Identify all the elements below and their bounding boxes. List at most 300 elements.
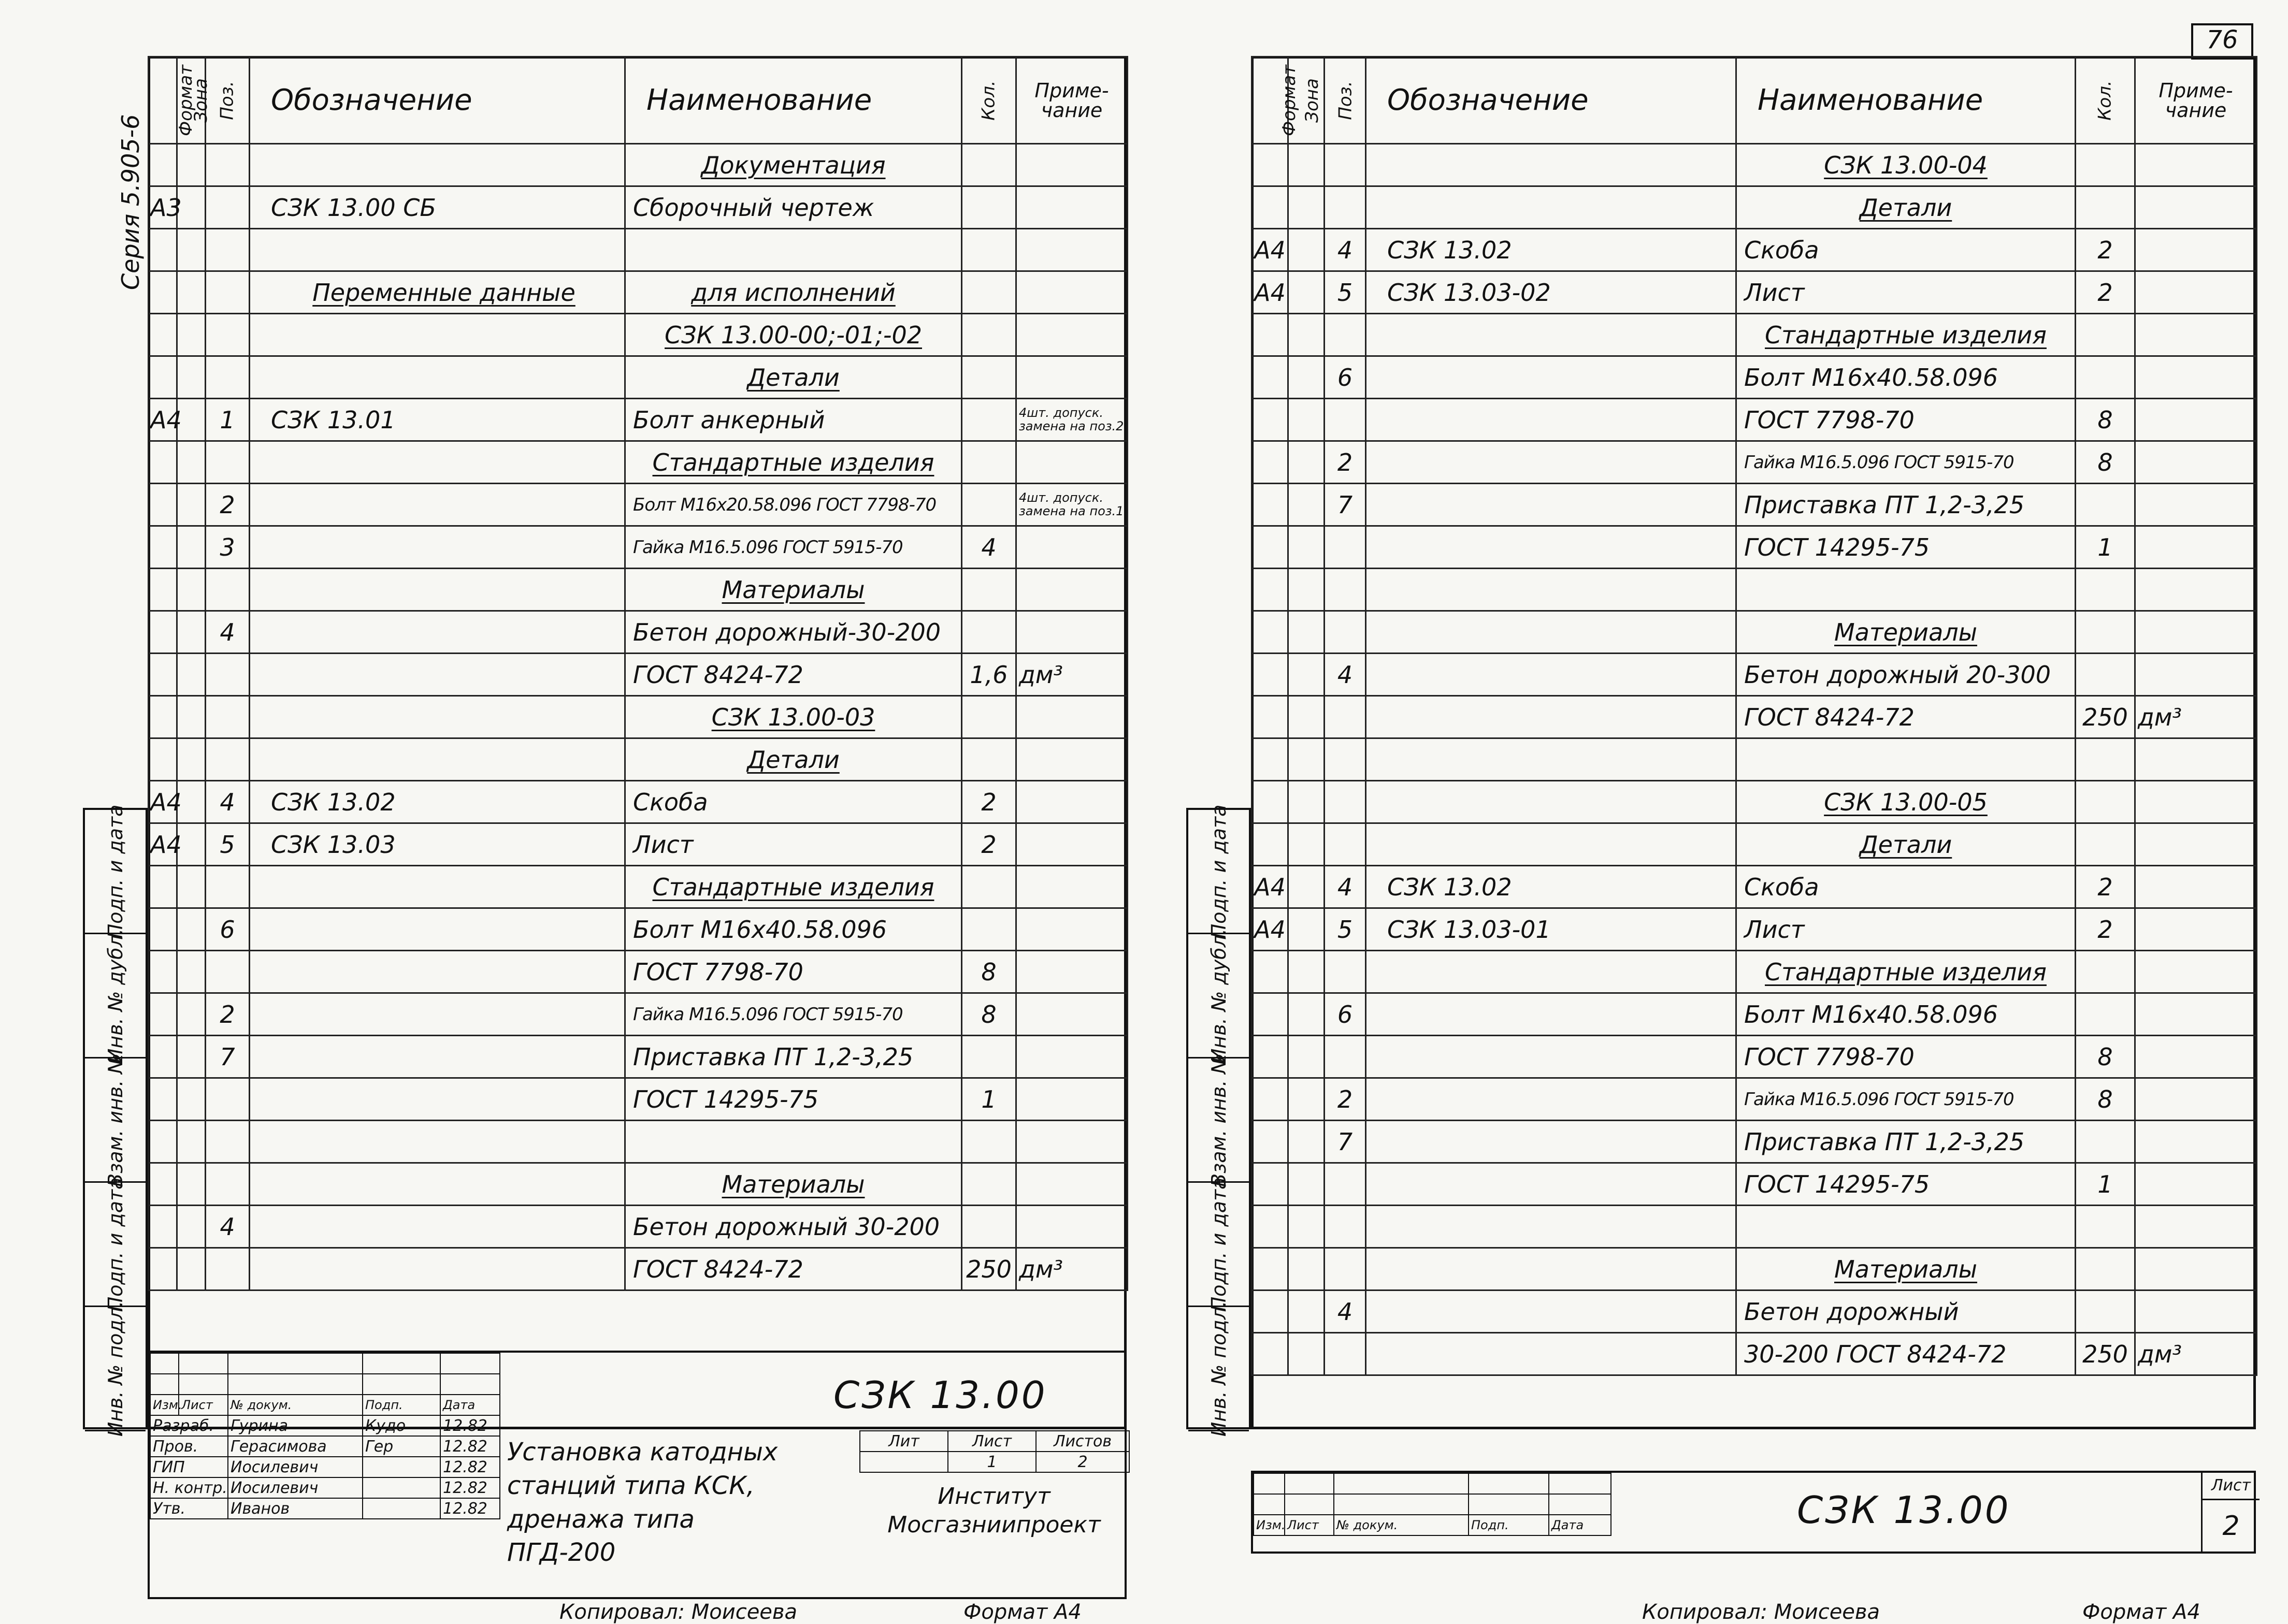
row-designation xyxy=(1366,1121,1736,1163)
table-row xyxy=(149,1036,1128,1078)
row-quantity xyxy=(962,314,1016,356)
row-position xyxy=(1325,526,1366,569)
signature-header-cell: № докум. xyxy=(1334,1515,1469,1535)
row-zone xyxy=(1288,866,1325,908)
left-footer-format: Формат А4 xyxy=(963,1600,1082,1624)
row-zone xyxy=(177,993,206,1036)
revision-cell xyxy=(363,1374,440,1395)
row-format xyxy=(149,356,177,399)
binding-field-label: Инв. № дубл. xyxy=(1207,928,1230,1063)
table-row xyxy=(149,738,1128,781)
row-note xyxy=(1016,144,1128,186)
row-designation: СЗК 13.02 xyxy=(1366,866,1736,908)
row-quantity xyxy=(2076,1206,2135,1248)
binding-field xyxy=(85,804,146,938)
row-designation xyxy=(1366,611,1736,654)
row-zone xyxy=(177,441,206,484)
row-quantity xyxy=(2076,1291,2135,1333)
revision-cell xyxy=(150,1353,179,1374)
sheets-label: Листов xyxy=(1036,1431,1129,1452)
row-name: Детали xyxy=(1736,186,2076,229)
row-name: Болт М16х40.58.096 xyxy=(1736,356,2076,399)
signature-name: Иванов xyxy=(228,1498,363,1519)
header-name xyxy=(625,57,962,144)
row-note xyxy=(2135,1163,2257,1206)
right-spec-table xyxy=(1251,56,2257,1376)
row-note xyxy=(2135,993,2257,1036)
row-zone xyxy=(1288,696,1325,738)
row-designation: СЗК 13.02 xyxy=(1366,229,1736,271)
header-zone-text: Зона xyxy=(190,78,211,123)
header-format-text: Формат xyxy=(175,64,196,136)
table-row xyxy=(1252,271,2257,314)
row-quantity: 8 xyxy=(2076,441,2135,484)
row-quantity xyxy=(962,908,1016,951)
row-designation xyxy=(1366,356,1736,399)
signature-header-cell: Лист xyxy=(1285,1515,1334,1535)
row-quantity xyxy=(962,738,1016,781)
row-position xyxy=(206,1248,250,1291)
row-note xyxy=(2135,1206,2257,1248)
header-designation-text: Обозначение xyxy=(1387,83,1589,117)
row-format xyxy=(1252,186,1288,229)
table-row xyxy=(1252,314,2257,356)
row-quantity xyxy=(962,484,1016,526)
row-quantity: 2 xyxy=(2076,229,2135,271)
table-row xyxy=(149,908,1128,951)
row-zone xyxy=(1288,229,1325,271)
header-format xyxy=(1252,57,1300,144)
row-name xyxy=(1736,1206,2076,1248)
row-designation xyxy=(1366,1163,1736,1206)
signature-header-cell: Дата xyxy=(1549,1515,1611,1535)
signature-header-cell: № докум. xyxy=(228,1395,363,1415)
table-row xyxy=(149,1206,1128,1248)
row-designation xyxy=(250,738,625,781)
signature-sign xyxy=(363,1457,440,1477)
row-quantity xyxy=(962,866,1016,908)
row-note xyxy=(2135,356,2257,399)
row-position: 5 xyxy=(206,823,250,866)
row-note xyxy=(1016,781,1128,823)
header-row xyxy=(149,57,1128,144)
row-note xyxy=(1016,1036,1128,1078)
binding-field xyxy=(85,928,146,1063)
row-zone xyxy=(177,951,206,993)
header-zone-text: Зона xyxy=(1301,78,1322,123)
binding-field xyxy=(1188,1053,1249,1187)
revision-row xyxy=(150,1353,500,1374)
header-note-text: Приме-чание xyxy=(1034,79,1109,122)
signature-date: 12.82 xyxy=(440,1477,500,1498)
row-zone xyxy=(177,356,206,399)
row-note xyxy=(2135,908,2257,951)
table-row xyxy=(1252,526,2257,569)
row-format xyxy=(1252,1078,1288,1121)
row-name: Детали xyxy=(625,738,962,781)
table-row xyxy=(149,1078,1128,1121)
row-name: Болт М16х20.58.096 ГОСТ 7798-70 xyxy=(625,484,962,526)
row-designation: СЗК 13.01 xyxy=(250,399,625,441)
row-note xyxy=(1016,271,1128,314)
row-zone xyxy=(177,1206,206,1248)
row-zone xyxy=(177,654,206,696)
row-quantity xyxy=(962,1163,1016,1206)
row-note xyxy=(2135,271,2257,314)
table-row xyxy=(149,1121,1128,1163)
row-format xyxy=(1252,823,1288,866)
row-designation xyxy=(250,654,625,696)
table-row xyxy=(1252,441,2257,484)
row-format xyxy=(149,738,177,781)
row-position xyxy=(206,229,250,271)
row-zone xyxy=(1288,1248,1325,1291)
table-row xyxy=(1252,484,2257,526)
row-note xyxy=(2135,823,2257,866)
table-row xyxy=(149,484,1128,526)
table-row xyxy=(1252,144,2257,186)
left-spec-table xyxy=(148,56,1128,1291)
row-zone xyxy=(177,908,206,951)
row-name xyxy=(1736,738,2076,781)
header-pos-text: Поз. xyxy=(217,80,238,120)
header-row xyxy=(1252,57,2257,144)
row-position: 4 xyxy=(1325,866,1366,908)
row-zone xyxy=(177,526,206,569)
row-quantity xyxy=(962,186,1016,229)
table-row xyxy=(149,441,1128,484)
row-format xyxy=(149,654,177,696)
signature-row xyxy=(150,1457,500,1477)
table-row xyxy=(1252,1291,2257,1333)
row-name: Приставка ПТ 1,2-3,25 xyxy=(1736,1121,2076,1163)
row-note xyxy=(2135,1121,2257,1163)
row-note xyxy=(1016,908,1128,951)
row-zone xyxy=(1288,1333,1325,1375)
row-position xyxy=(206,738,250,781)
binding-field xyxy=(85,1177,146,1311)
row-quantity: 250 xyxy=(962,1248,1016,1291)
row-quantity: 8 xyxy=(962,951,1016,993)
row-note xyxy=(1016,696,1128,738)
row-note xyxy=(1016,569,1128,611)
row-position xyxy=(1325,399,1366,441)
row-zone xyxy=(1288,186,1325,229)
row-designation xyxy=(1366,993,1736,1036)
row-position xyxy=(1325,738,1366,781)
row-format xyxy=(1252,1163,1288,1206)
header-name-text: Наименование xyxy=(1758,83,1983,117)
row-designation xyxy=(250,356,625,399)
row-format xyxy=(149,908,177,951)
row-designation xyxy=(250,1121,625,1163)
row-designation xyxy=(1366,314,1736,356)
row-quantity xyxy=(2076,314,2135,356)
revision-cell xyxy=(1469,1494,1549,1515)
row-note xyxy=(1016,993,1128,1036)
row-name: Материалы xyxy=(1736,611,2076,654)
sheet-number: 1 xyxy=(948,1452,1036,1472)
row-designation: Переменные данные xyxy=(250,271,625,314)
row-note xyxy=(2135,1078,2257,1121)
row-designation xyxy=(1366,823,1736,866)
row-designation xyxy=(1366,1206,1736,1248)
row-zone xyxy=(177,738,206,781)
row-quantity: 250 xyxy=(2076,696,2135,738)
row-position: 2 xyxy=(206,484,250,526)
table-row xyxy=(1252,951,2257,993)
row-zone xyxy=(177,1248,206,1291)
row-designation xyxy=(1366,441,1736,484)
row-format xyxy=(1252,654,1288,696)
row-position: 6 xyxy=(1325,356,1366,399)
row-position: 4 xyxy=(1325,654,1366,696)
binding-field xyxy=(1188,1300,1249,1437)
revision-cell xyxy=(440,1374,500,1395)
table-row xyxy=(149,186,1128,229)
row-zone xyxy=(1288,654,1325,696)
row-position: 1 xyxy=(206,399,250,441)
binding-field-label: Подп. и дата xyxy=(1207,1177,1230,1311)
signature-role: Пров. xyxy=(150,1436,228,1457)
row-format: А4 xyxy=(149,781,177,823)
table-row xyxy=(149,611,1128,654)
organization: Институт Мосгазниипроект xyxy=(887,1483,1101,1538)
table-row xyxy=(1252,993,2257,1036)
row-zone xyxy=(177,696,206,738)
table-row xyxy=(1252,738,2257,781)
binding-field-label: Взам. инв. № xyxy=(104,1053,127,1187)
row-position xyxy=(206,951,250,993)
signature-name: Иосилевич xyxy=(228,1477,363,1498)
header-name-text: Наименование xyxy=(646,83,872,117)
left-binding-strip xyxy=(83,804,148,1437)
row-zone xyxy=(1288,314,1325,356)
signature-sign: Кудо xyxy=(363,1415,440,1436)
row-quantity xyxy=(2076,484,2135,526)
table-row xyxy=(1252,696,2257,738)
row-position xyxy=(206,271,250,314)
row-position: 4 xyxy=(1325,229,1366,271)
row-name xyxy=(625,1121,962,1163)
row-name xyxy=(1736,569,2076,611)
header-name xyxy=(1736,57,2076,144)
row-note xyxy=(2135,1036,2257,1078)
row-zone xyxy=(1288,144,1325,186)
revision-cell xyxy=(1254,1473,1285,1494)
row-note xyxy=(1016,229,1128,271)
row-designation xyxy=(250,441,625,484)
row-position xyxy=(1325,314,1366,356)
row-format xyxy=(149,314,177,356)
revision-cell xyxy=(440,1353,500,1374)
row-format xyxy=(1252,1248,1288,1291)
row-format xyxy=(1252,144,1288,186)
row-position: 2 xyxy=(206,993,250,1036)
header-designation xyxy=(1366,57,1736,144)
row-quantity: 8 xyxy=(2076,1078,2135,1121)
row-position xyxy=(1325,781,1366,823)
row-quantity xyxy=(2076,611,2135,654)
row-note: дм³ xyxy=(1016,654,1128,696)
row-quantity: 8 xyxy=(962,993,1016,1036)
row-designation xyxy=(1366,696,1736,738)
row-quantity xyxy=(962,271,1016,314)
table-row xyxy=(149,951,1128,993)
signature-header-cell: Изм. xyxy=(1254,1515,1285,1535)
row-name: СЗК 13.00-04 xyxy=(1736,144,2076,186)
signature-sign xyxy=(363,1477,440,1498)
row-format xyxy=(1252,1036,1288,1078)
row-designation: СЗК 13.03-01 xyxy=(1366,908,1736,951)
row-quantity: 1,6 xyxy=(962,654,1016,696)
revision-cell xyxy=(1254,1494,1285,1515)
row-designation xyxy=(1366,526,1736,569)
table-row xyxy=(1252,1333,2257,1375)
row-position xyxy=(1325,823,1366,866)
row-position: 6 xyxy=(1325,993,1366,1036)
row-quantity: 2 xyxy=(962,781,1016,823)
row-name: Лист xyxy=(625,823,962,866)
row-note xyxy=(2135,951,2257,993)
row-zone xyxy=(1288,993,1325,1036)
row-name: Гайка М16.5.096 ГОСТ 5915-70 xyxy=(1736,441,2076,484)
row-position xyxy=(206,144,250,186)
row-position xyxy=(206,866,250,908)
row-format xyxy=(1252,696,1288,738)
row-position: 2 xyxy=(1325,441,1366,484)
table-row xyxy=(1252,229,2257,271)
row-designation xyxy=(1366,654,1736,696)
signature-sign: Гер xyxy=(363,1436,440,1457)
row-position: 3 xyxy=(206,526,250,569)
row-zone xyxy=(1288,1078,1325,1121)
signature-name: Герасимова xyxy=(228,1436,363,1457)
row-format: А4 xyxy=(149,399,177,441)
row-zone xyxy=(1288,271,1325,314)
row-position xyxy=(206,441,250,484)
row-designation xyxy=(1366,1291,1736,1333)
row-designation xyxy=(250,696,625,738)
row-name: Бетон дорожный xyxy=(1736,1291,2076,1333)
table-row xyxy=(1252,1163,2257,1206)
binding-field-label: Взам. инв. № xyxy=(1207,1053,1230,1187)
signature-role: ГИП xyxy=(150,1457,228,1477)
row-name: Детали xyxy=(1736,823,2076,866)
row-zone xyxy=(1288,1163,1325,1206)
row-note xyxy=(2135,144,2257,186)
row-format: А4 xyxy=(1252,908,1288,951)
row-name: Болт анкерный xyxy=(625,399,962,441)
row-note xyxy=(1016,1078,1128,1121)
row-name: Стандартные изделия xyxy=(625,866,962,908)
row-quantity xyxy=(2076,993,2135,1036)
row-position xyxy=(1325,951,1366,993)
row-position: 7 xyxy=(1325,1121,1366,1163)
row-position: 5 xyxy=(1325,271,1366,314)
row-zone xyxy=(1288,951,1325,993)
row-designation xyxy=(250,1036,625,1078)
row-quantity: 4 xyxy=(962,526,1016,569)
header-pos-text: Поз. xyxy=(1335,80,1356,120)
row-designation xyxy=(250,484,625,526)
table-row xyxy=(1252,1206,2257,1248)
signature-header-cell: Изм. xyxy=(150,1395,179,1415)
row-format xyxy=(149,1248,177,1291)
row-position xyxy=(206,1163,250,1206)
revision-cell xyxy=(1285,1473,1334,1494)
row-designation: СЗК 13.03-02 xyxy=(1366,271,1736,314)
row-quantity: 1 xyxy=(2076,1163,2135,1206)
row-format: А4 xyxy=(1252,229,1288,271)
header-format-text: Формат xyxy=(1278,64,1300,136)
right-footer-format: Формат А4 xyxy=(2082,1600,2200,1624)
row-position xyxy=(206,654,250,696)
row-position xyxy=(1325,144,1366,186)
row-designation xyxy=(1366,484,1736,526)
row-format xyxy=(1252,356,1288,399)
row-name: Скоба xyxy=(1736,229,2076,271)
row-name: для исполнений xyxy=(625,271,962,314)
row-quantity xyxy=(962,611,1016,654)
row-zone xyxy=(177,314,206,356)
row-designation xyxy=(1366,1248,1736,1291)
right-sheet-box xyxy=(2201,1473,2260,1552)
row-zone xyxy=(177,1078,206,1121)
row-format xyxy=(149,569,177,611)
right-binding-strip xyxy=(1186,804,1251,1437)
row-quantity xyxy=(2076,1248,2135,1291)
row-format xyxy=(1252,1206,1288,1248)
signature-role: Н. контр. xyxy=(150,1477,228,1498)
signature-row xyxy=(150,1477,500,1498)
row-zone xyxy=(1288,526,1325,569)
row-designation xyxy=(250,144,625,186)
row-note xyxy=(1016,823,1128,866)
row-quantity xyxy=(2076,144,2135,186)
table-row xyxy=(1252,1036,2257,1078)
right-sheet-number: 2 xyxy=(2222,1511,2240,1542)
row-quantity xyxy=(2076,569,2135,611)
row-zone xyxy=(1288,1206,1325,1248)
row-designation xyxy=(250,229,625,271)
table-row xyxy=(149,271,1128,314)
row-format xyxy=(149,993,177,1036)
binding-field xyxy=(1188,804,1249,938)
row-designation: СЗК 13.03 xyxy=(250,823,625,866)
row-format: А4 xyxy=(1252,271,1288,314)
row-name xyxy=(625,229,962,271)
row-designation xyxy=(250,611,625,654)
signature-role: Утв. xyxy=(150,1498,228,1519)
row-zone xyxy=(1288,611,1325,654)
row-name: Материалы xyxy=(625,569,962,611)
row-designation: СЗК 13.00 СБ xyxy=(250,186,625,229)
row-name: ГОСТ 14295-75 xyxy=(625,1078,962,1121)
signature-header-row xyxy=(150,1395,500,1415)
row-quantity xyxy=(2076,186,2135,229)
row-note xyxy=(2135,1291,2257,1333)
row-designation xyxy=(1366,1078,1736,1121)
table-row xyxy=(149,356,1128,399)
row-format xyxy=(149,1163,177,1206)
left-doc-number: СЗК 13.00 xyxy=(833,1373,1047,1417)
row-zone xyxy=(1288,569,1325,611)
table-row xyxy=(1252,781,2257,823)
row-format xyxy=(149,1036,177,1078)
header-format xyxy=(149,57,196,144)
row-quantity xyxy=(962,399,1016,441)
